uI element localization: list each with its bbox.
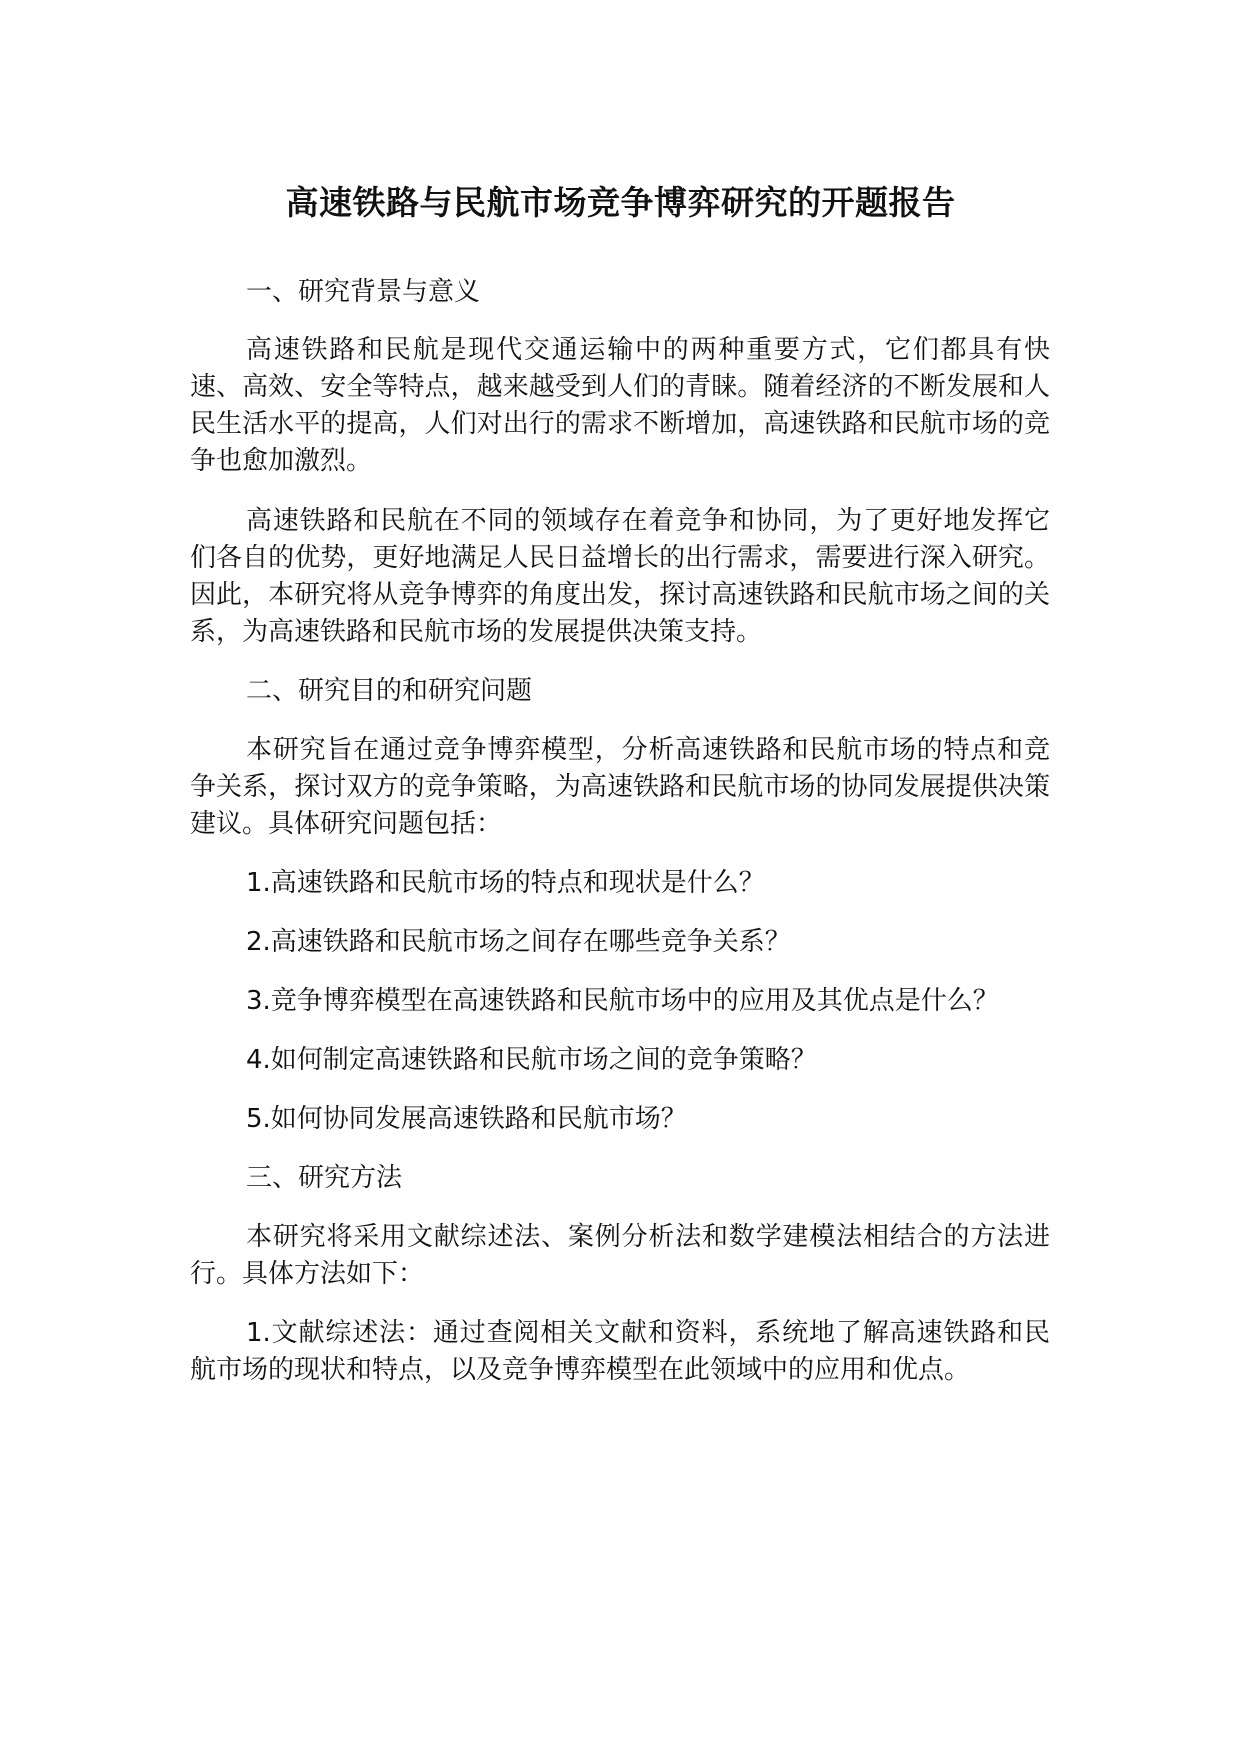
paragraph-methods: 本研究将采用文献综述法、案例分析法和数学建模法相结合的方法进行。具体方法如下： bbox=[190, 1222, 1050, 1289]
document-title: 高速铁路与民航市场竞争博弈研究的开题报告 bbox=[285, 183, 956, 222]
document-body bbox=[190, 277, 1050, 1389]
paragraph-objectives: 本研究旨在通过竞争博弈模型，分析高速铁路和民航市场的特点和竞争关系，探讨双方的竞争策略，为高速铁路和民航市场的协同发展提供决策建议。具体研究问题包括： bbox=[190, 735, 1050, 839]
question-item-5: 5.如何协同发展高速铁路和民航市场？ bbox=[246, 1104, 687, 1134]
question-item-1: 1.高速铁路和民航市场的特点和现状是什么？ bbox=[246, 868, 765, 898]
section-heading-background: 一、研究背景与意义 bbox=[246, 277, 481, 307]
paragraph-background-1: 高速铁路和民航是现代交通运输中的两种重要方式，它们都具有快速、高效、安全等特点，越来越受到人们的青睐。随着经济的不断发展和人民生活水平的提高，人们对出行的需求不断增加，高速铁路和民航市场的竞争也愈加激烈。 bbox=[190, 335, 1050, 476]
question-item-2: 2.高速铁路和民航市场之间存在哪些竞争关系？ bbox=[246, 927, 791, 957]
method-item-1: 1.文献综述法：通过查阅相关文献和资料，系统地了解高速铁路和民航市场的现状和特点，以及竞争博弈模型在此领域中的应用和优点。 bbox=[190, 1318, 1050, 1385]
section-heading-methods: 三、研究方法 bbox=[246, 1163, 403, 1193]
section-heading-objectives: 二、研究目的和研究问题 bbox=[246, 676, 533, 706]
question-item-4: 4.如何制定高速铁路和民航市场之间的竞争策略？ bbox=[246, 1045, 817, 1075]
question-item-3: 3.竞争博弈模型在高速铁路和民航市场中的应用及其优点是什么？ bbox=[246, 986, 999, 1016]
paragraph-background-2: 高速铁路和民航在不同的领域存在着竞争和协同，为了更好地发挥它们各自的优势，更好地满足人民日益增长的出行需求，需要进行深入研究。因此，本研究将从竞争博弈的角度出发，探讨高速铁路和民航市场之间的关系，为高速铁路和民航市场的发展提供决策支持。 bbox=[190, 506, 1050, 647]
